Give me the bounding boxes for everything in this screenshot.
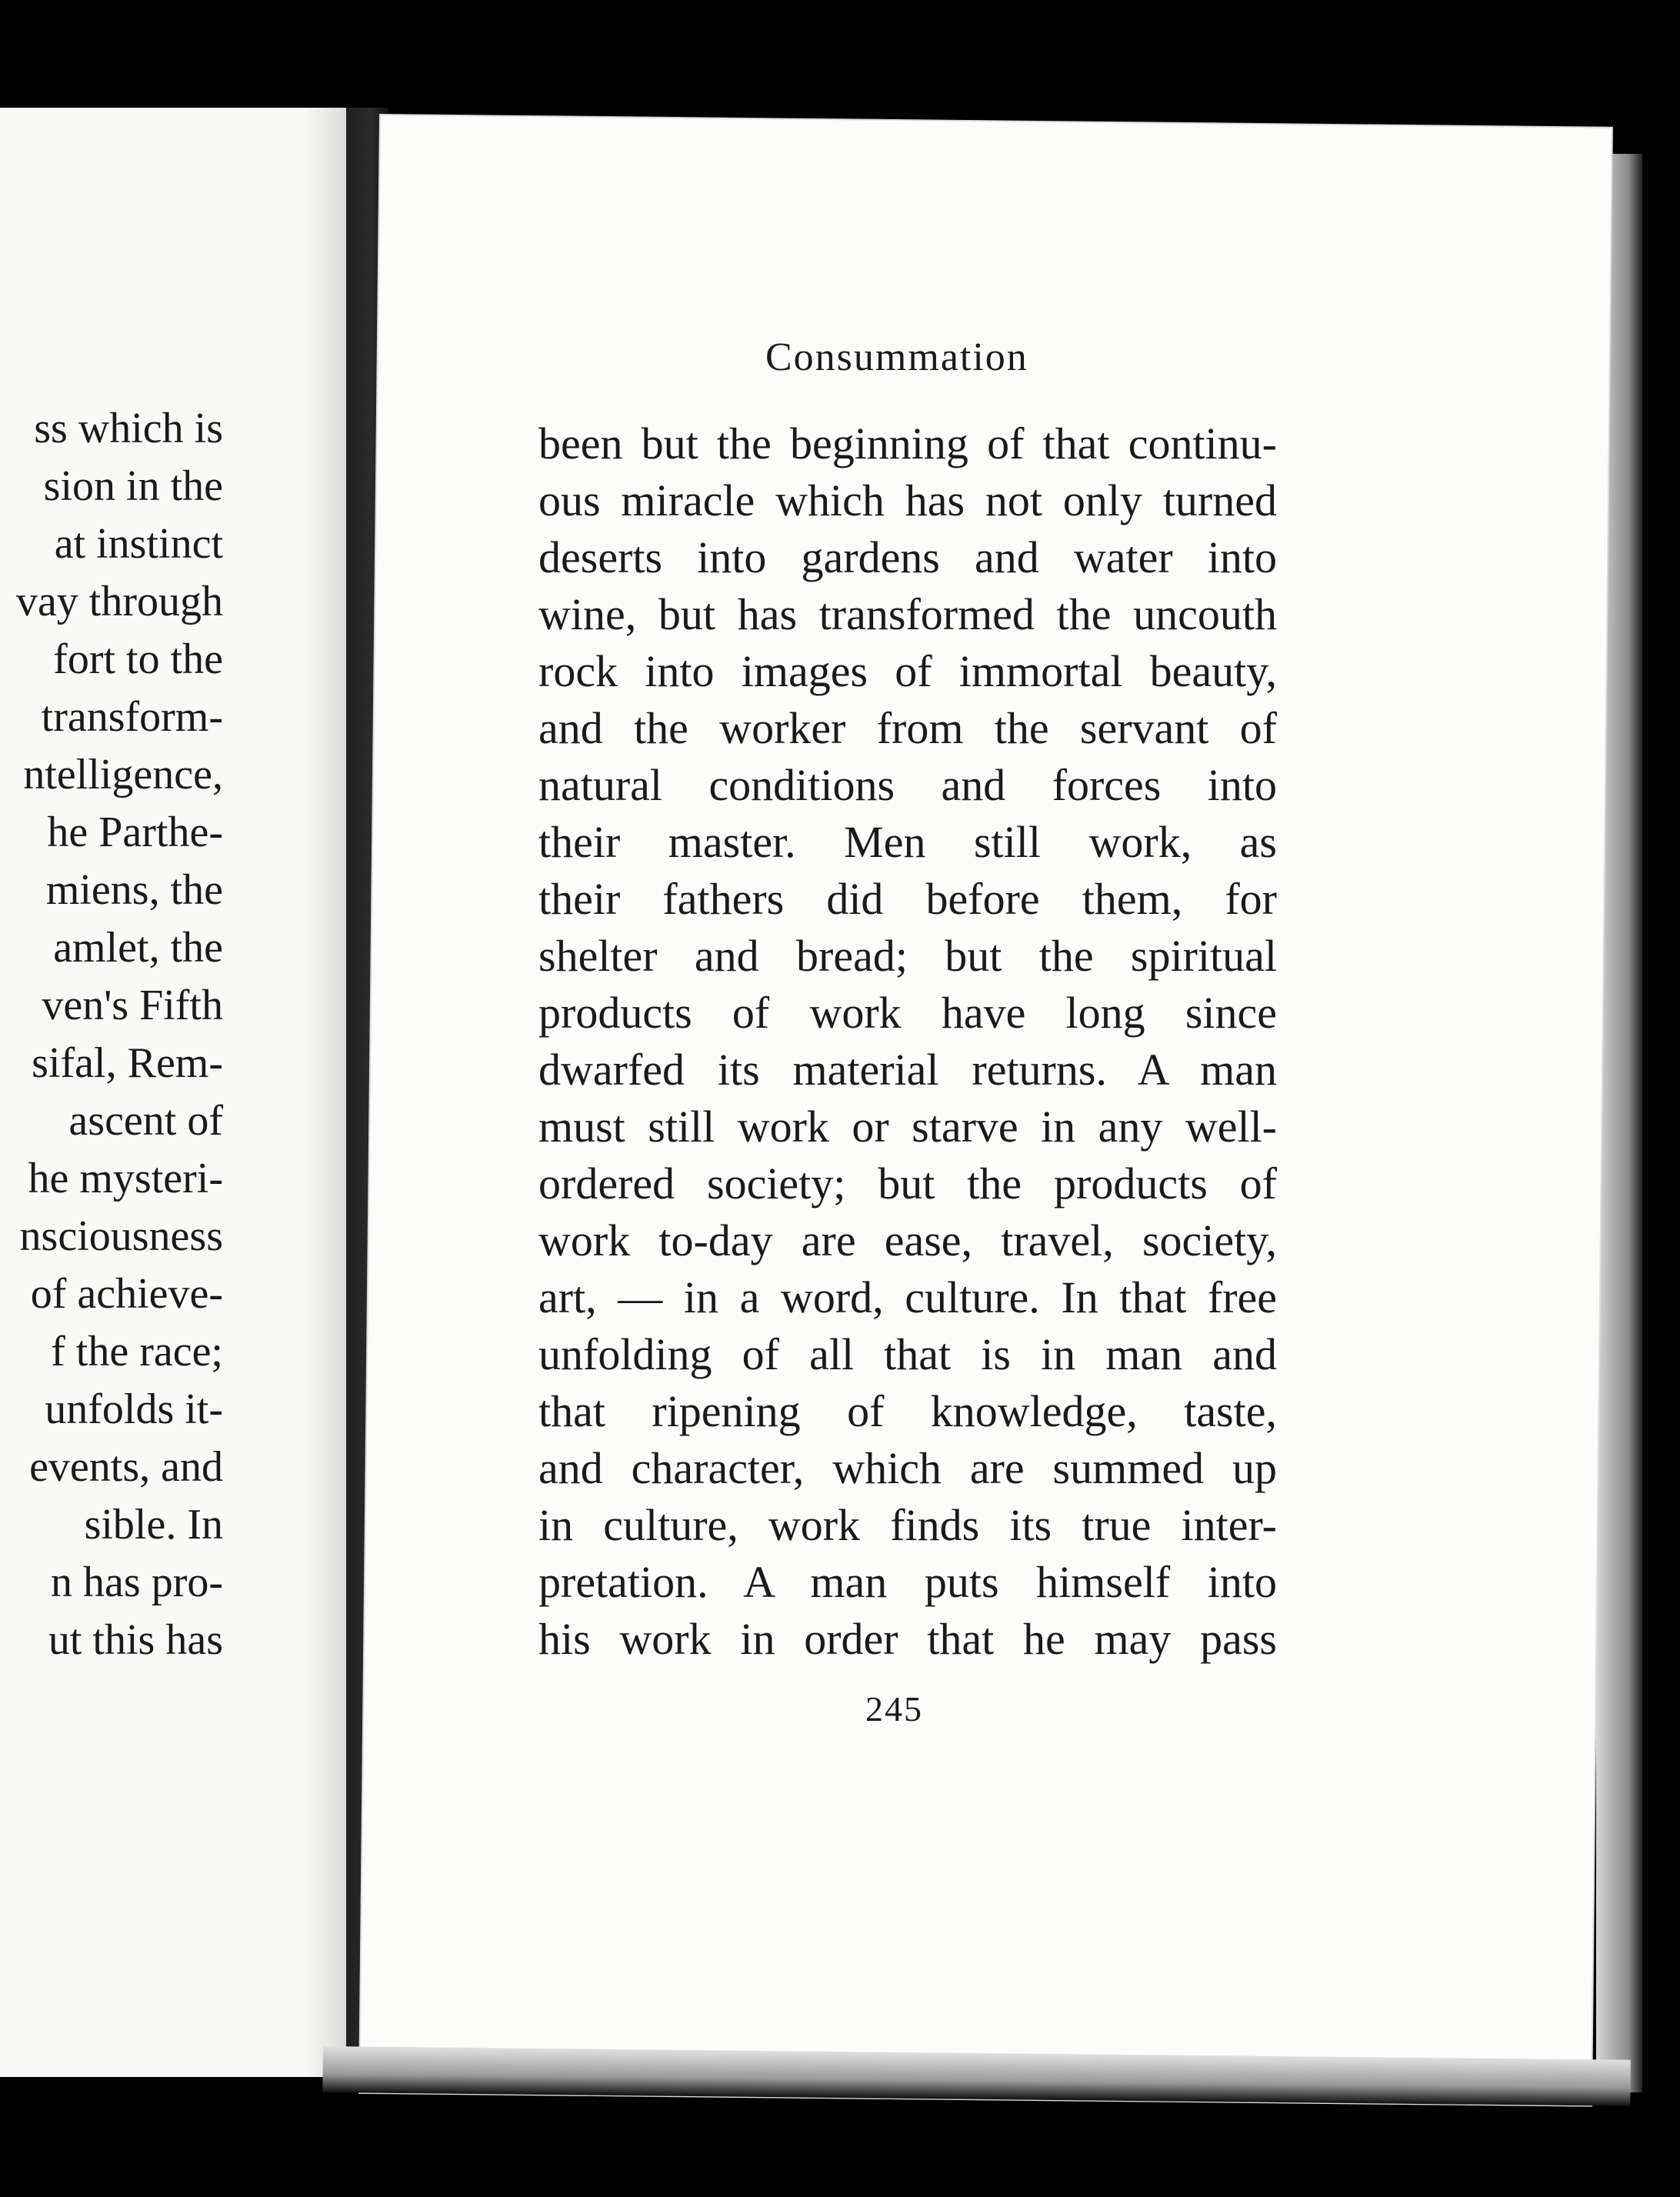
left-line: vay through bbox=[15, 578, 223, 625]
text-line: deserts into gardens and water into bbox=[538, 532, 1277, 582]
body-text bbox=[538, 415, 1277, 1668]
text-line: dwarfed its material returns. A man bbox=[538, 1045, 1277, 1095]
left-line: ut this has bbox=[48, 1616, 223, 1664]
left-line: he Parthe- bbox=[47, 808, 223, 856]
left-line: transform- bbox=[41, 693, 223, 741]
text-line: unfolding of all that is in man and bbox=[538, 1329, 1277, 1379]
left-line: sion in the bbox=[43, 462, 223, 510]
left-line: n has pro- bbox=[51, 1559, 223, 1606]
text-line: work to-day are ease, travel, society, bbox=[538, 1215, 1277, 1265]
text-line: their fathers did before them, for bbox=[538, 874, 1277, 924]
text-line: and character, which are summed up bbox=[538, 1443, 1277, 1493]
text-line: must still work or starve in any well- bbox=[538, 1102, 1277, 1152]
running-head: Consummation bbox=[765, 335, 1028, 379]
page-number: 245 bbox=[865, 1689, 923, 1729]
left-line: f the race; bbox=[51, 1328, 223, 1375]
text-line: shelter and bread; but the spiritual bbox=[538, 931, 1277, 981]
left-line: ascent of bbox=[68, 1097, 223, 1145]
text-line: in culture, work finds its true inter- bbox=[538, 1500, 1277, 1550]
text-line: their master. Men still work, as bbox=[538, 817, 1277, 867]
left-line: nsciousness bbox=[19, 1212, 223, 1260]
left-line: amlet, the bbox=[53, 924, 223, 972]
left-line: events, and bbox=[29, 1443, 223, 1491]
left-line: ss which is bbox=[34, 405, 223, 452]
text-line: pretation. A man puts himself into bbox=[538, 1557, 1277, 1607]
left-line: at instinct bbox=[54, 520, 223, 568]
text-line: natural conditions and forces into bbox=[538, 760, 1277, 810]
left-line: miens, the bbox=[45, 866, 223, 914]
left-line: he mysteri- bbox=[28, 1155, 223, 1202]
text-line: wine, but has transformed the uncouth bbox=[538, 589, 1277, 639]
left-page-text bbox=[0, 400, 223, 1669]
left-line: ntelligence, bbox=[23, 751, 223, 798]
left-line: sifal, Rem- bbox=[32, 1039, 223, 1087]
left-line: ven's Fifth bbox=[42, 982, 223, 1029]
left-line: unfolds it- bbox=[45, 1385, 223, 1433]
text-line: ordered society; but the products of bbox=[538, 1159, 1277, 1209]
text-line: products of work have long since bbox=[538, 988, 1277, 1038]
left-line: fort to the bbox=[53, 635, 223, 683]
text-line: ous miracle which has not only turned bbox=[538, 475, 1277, 525]
left-line: sible. In bbox=[84, 1501, 223, 1549]
text-line: been but the beginning of that continu- bbox=[538, 418, 1277, 468]
text-line: his work in order that he may pass bbox=[538, 1614, 1277, 1664]
text-line: art, — in a word, culture. In that free bbox=[538, 1272, 1277, 1322]
text-line: and the worker from the servant of bbox=[538, 703, 1277, 753]
text-line: that ripening of knowledge, taste, bbox=[538, 1386, 1277, 1436]
left-line: of achieve- bbox=[30, 1270, 223, 1318]
text-line: rock into images of immortal beauty, bbox=[538, 646, 1277, 696]
